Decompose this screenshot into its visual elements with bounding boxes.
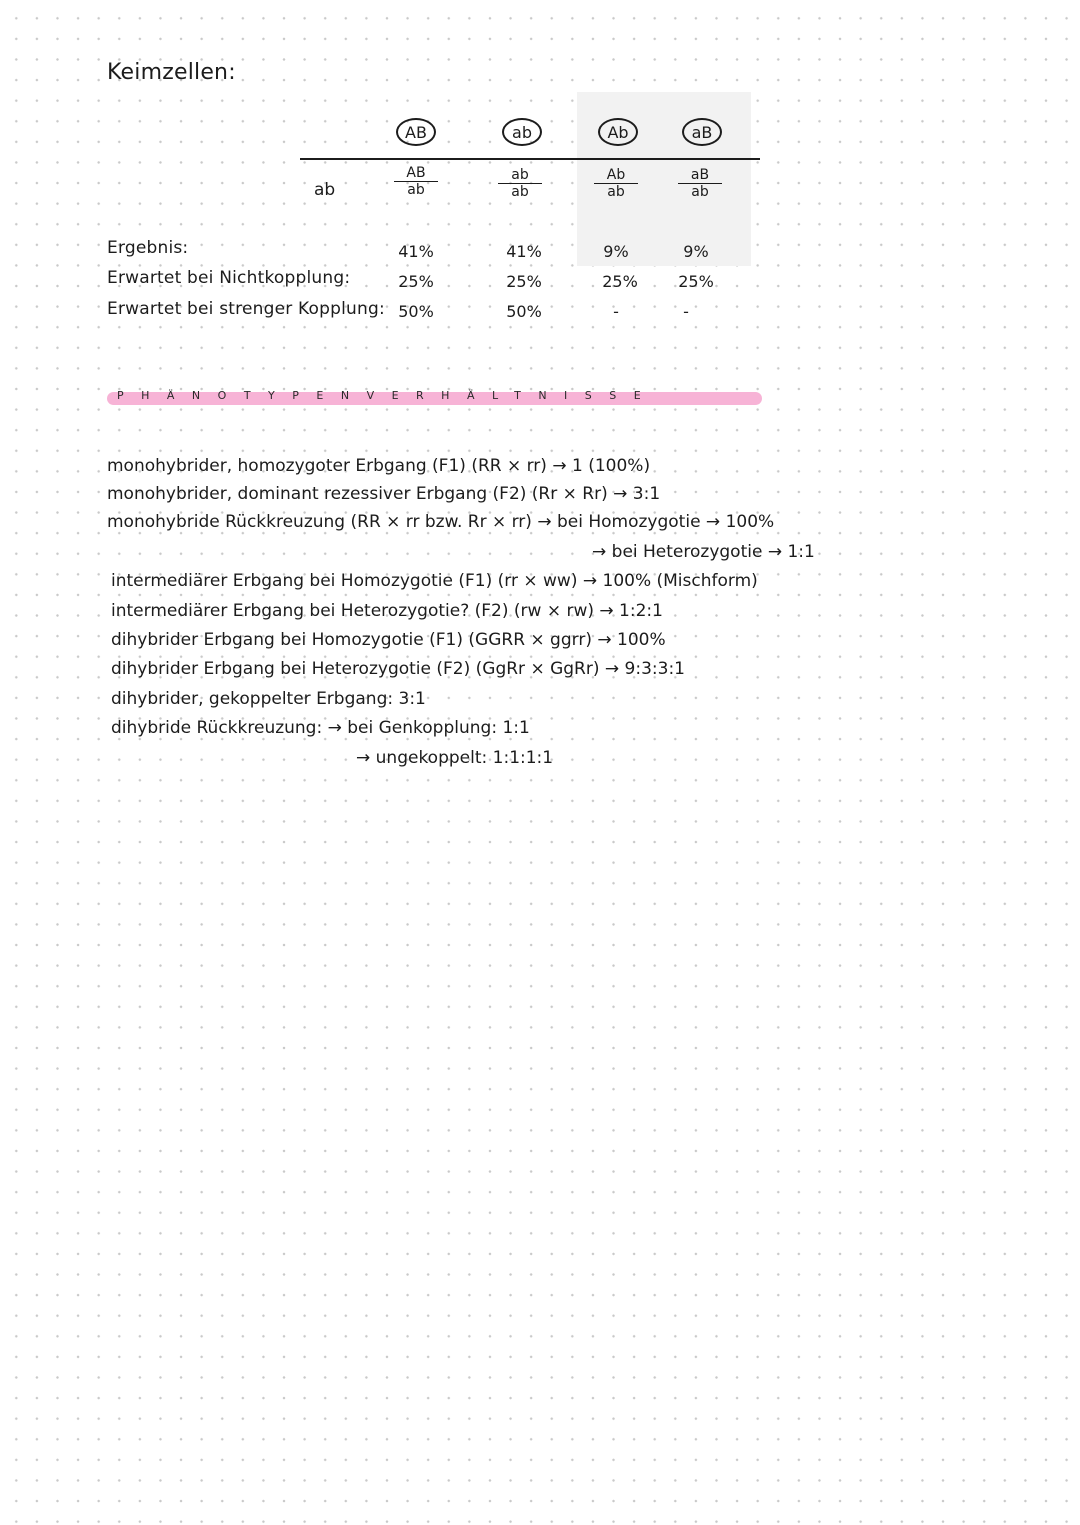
gamete-circle [396,118,436,146]
result-value: - [613,302,619,321]
section-title: PHÄNOTYPENVERHÄLTNISSE [117,389,659,402]
result-value: 41% [506,242,542,261]
result-value: 9% [683,242,709,261]
gamete-circle [598,118,638,146]
result-label: Erwartet bei Nichtkopplung: [107,268,351,288]
fraction-denominator: ab [607,184,625,200]
result-value: 25% [506,272,542,291]
ratio-line: intermediärer Erbgang bei Homozygotie (F1) (rr × ww) → 100% (Mischform) [111,571,758,591]
gamete-circle [502,118,542,146]
ratio-line: → bei Heterozygotie → 1:1 [592,542,815,562]
fraction-denominator: ab [691,184,709,200]
ratio-line: dihybrider Erbgang bei Heterozygotie (F2) (GgRr × GgRr) → 9:3:3:1 [111,659,685,679]
table-divider [300,158,760,160]
ratio-line: monohybrider, dominant rezessiver Erbgang (F2) (Rr × Rr) → 3:1 [107,484,661,504]
genotype-fraction [498,168,542,199]
fraction-numerator: AB [394,166,438,182]
genotype-fraction [678,168,722,199]
ratio-line: monohybride Rückkreuzung (RR × rr bzw. Rr × rr) → bei Homozygotie → 100% [107,512,775,532]
row-label: ab [314,180,336,200]
result-value: 50% [506,302,542,321]
gamete-label: aB [691,122,713,142]
genotype-fraction [394,166,438,197]
gamete-label: AB [405,122,427,142]
gamete-label: Ab [607,122,629,142]
result-value: 41% [398,242,434,261]
fraction-denominator: ab [407,182,425,198]
gamete-circle [682,118,722,146]
result-label: Ergebnis: [107,238,189,258]
ratio-line: monohybrider, homozygoter Erbgang (F1) (RR × rr) → 1 (100%) [107,456,651,476]
result-value: 50% [398,302,434,321]
page-heading: Keimzellen: [107,60,236,85]
result-value: 25% [398,272,434,291]
ratio-line: intermediärer Erbgang bei Heterozygotie? (F2) (rw × rw) → 1:2:1 [111,601,663,621]
result-value: 25% [678,272,714,291]
ratio-line: dihybrider Erbgang bei Homozygotie (F1) (GGRR × ggrr) → 100% [111,630,666,650]
result-label: Erwartet bei strenger Kopplung: [107,299,385,319]
result-value: 9% [603,242,629,261]
fraction-numerator: aB [678,168,722,184]
ratio-line: dihybrider, gekoppelter Erbgang: 3:1 [111,689,426,709]
ratio-line: dihybride Rückkreuzung: → bei Genkopplung: 1:1 [111,718,530,738]
result-value: 25% [602,272,638,291]
fraction-numerator: Ab [594,168,638,184]
ratio-line: → ungekoppelt: 1:1:1:1 [356,748,554,768]
gamete-label: ab [512,122,532,142]
fraction-numerator: ab [498,168,542,184]
genotype-fraction [594,168,638,199]
result-value: - [683,302,689,321]
fraction-denominator: ab [511,184,529,200]
